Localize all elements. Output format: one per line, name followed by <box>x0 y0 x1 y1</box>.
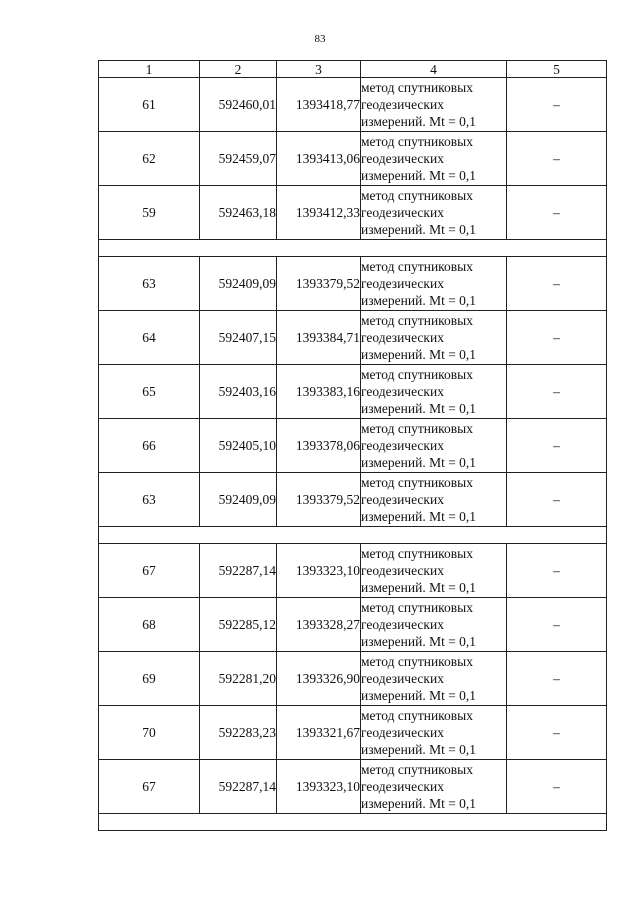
method-line: метод спутниковых <box>361 134 473 149</box>
separator-cell <box>99 527 607 544</box>
point-number-cell: 65 <box>99 365 200 419</box>
note-cell: – <box>507 473 607 527</box>
method-cell <box>361 598 507 652</box>
method-line: измерений. Mt = 0,1 <box>361 401 477 416</box>
method-cell <box>361 760 507 814</box>
method-line: измерений. Mt = 0,1 <box>361 742 477 757</box>
group-separator-row <box>99 240 607 257</box>
method-line: метод спутниковых <box>361 259 473 274</box>
table-row <box>99 544 607 598</box>
x-coordinate-cell: 592463,18 <box>200 186 277 240</box>
table-row <box>99 598 607 652</box>
method-cell <box>361 473 507 527</box>
table-row <box>99 365 607 419</box>
note-cell: – <box>507 257 607 311</box>
method-cell <box>361 186 507 240</box>
method-cell <box>361 419 507 473</box>
note-cell: – <box>507 544 607 598</box>
separator-cell <box>99 240 607 257</box>
point-number-cell: 63 <box>99 473 200 527</box>
point-number-cell: 67 <box>99 760 200 814</box>
note-cell: – <box>507 419 607 473</box>
table-row <box>99 760 607 814</box>
point-number-cell: 59 <box>99 186 200 240</box>
note-cell: – <box>507 365 607 419</box>
note-cell: – <box>507 311 607 365</box>
method-line: измерений. Mt = 0,1 <box>361 634 477 649</box>
table-row <box>99 652 607 706</box>
method-line: метод спутниковых <box>361 762 473 777</box>
group-separator-row <box>99 527 607 544</box>
y-coordinate-cell: 1393328,27 <box>277 598 361 652</box>
method-line: геодезических <box>361 97 444 112</box>
table-row <box>99 132 607 186</box>
point-number-cell: 68 <box>99 598 200 652</box>
x-coordinate-cell: 592287,14 <box>200 544 277 598</box>
method-line: геодезических <box>361 438 444 453</box>
y-coordinate-cell: 1393326,90 <box>277 652 361 706</box>
header-col-4: 4 <box>361 61 507 78</box>
table-row <box>99 419 607 473</box>
group-separator-row <box>99 814 607 831</box>
point-number-cell: 69 <box>99 652 200 706</box>
method-line: метод спутниковых <box>361 546 473 561</box>
point-number-cell: 67 <box>99 544 200 598</box>
table-row <box>99 78 607 132</box>
method-line: геодезических <box>361 617 444 632</box>
x-coordinate-cell: 592285,12 <box>200 598 277 652</box>
x-coordinate-cell: 592460,01 <box>200 78 277 132</box>
x-coordinate-cell: 592283,23 <box>200 706 277 760</box>
method-line: измерений. Mt = 0,1 <box>361 347 477 362</box>
method-line: измерений. Mt = 0,1 <box>361 580 477 595</box>
method-cell <box>361 652 507 706</box>
header-col-5: 5 <box>507 61 607 78</box>
method-line: геодезических <box>361 151 444 166</box>
x-coordinate-cell: 592409,09 <box>200 473 277 527</box>
header-col-2: 2 <box>200 61 277 78</box>
page-number: 83 <box>314 33 326 45</box>
method-line: измерений. Mt = 0,1 <box>361 688 477 703</box>
method-line: геодезических <box>361 276 444 291</box>
table-row <box>99 473 607 527</box>
point-number-cell: 63 <box>99 257 200 311</box>
note-cell: – <box>507 652 607 706</box>
point-number-cell: 70 <box>99 706 200 760</box>
y-coordinate-cell: 1393378,06 <box>277 419 361 473</box>
point-number-cell: 64 <box>99 311 200 365</box>
method-line: измерений. Mt = 0,1 <box>361 222 477 237</box>
point-number-cell: 62 <box>99 132 200 186</box>
method-cell <box>361 132 507 186</box>
method-line: геодезических <box>361 384 444 399</box>
method-line: метод спутниковых <box>361 188 473 203</box>
note-cell: – <box>507 760 607 814</box>
x-coordinate-cell: 592405,10 <box>200 419 277 473</box>
y-coordinate-cell: 1393383,16 <box>277 365 361 419</box>
y-coordinate-cell: 1393323,10 <box>277 544 361 598</box>
method-cell <box>361 311 507 365</box>
coordinates-table <box>98 60 607 831</box>
method-line: геодезических <box>361 492 444 507</box>
method-line: измерений. Mt = 0,1 <box>361 168 477 183</box>
table-row <box>99 706 607 760</box>
note-cell: – <box>507 706 607 760</box>
y-coordinate-cell: 1393379,52 <box>277 473 361 527</box>
note-cell: – <box>507 132 607 186</box>
method-cell <box>361 78 507 132</box>
table-row <box>99 311 607 365</box>
table-row <box>99 257 607 311</box>
method-line: геодезических <box>361 671 444 686</box>
header-col-1: 1 <box>99 61 200 78</box>
method-line: метод спутниковых <box>361 80 473 95</box>
method-line: измерений. Mt = 0,1 <box>361 509 477 524</box>
method-cell <box>361 544 507 598</box>
x-coordinate-cell: 592409,09 <box>200 257 277 311</box>
y-coordinate-cell: 1393412,33 <box>277 186 361 240</box>
method-cell <box>361 706 507 760</box>
header-col-3: 3 <box>277 61 361 78</box>
method-line: измерений. Mt = 0,1 <box>361 796 477 811</box>
note-cell: – <box>507 186 607 240</box>
method-line: геодезических <box>361 330 444 345</box>
point-number-cell: 66 <box>99 419 200 473</box>
y-coordinate-cell: 1393321,67 <box>277 706 361 760</box>
method-line: измерений. Mt = 0,1 <box>361 455 477 470</box>
method-line: измерений. Mt = 0,1 <box>361 293 477 308</box>
method-line: геодезических <box>361 779 444 794</box>
table-body <box>99 78 607 831</box>
method-line: метод спутниковых <box>361 367 473 382</box>
x-coordinate-cell: 592407,15 <box>200 311 277 365</box>
table-row <box>99 186 607 240</box>
y-coordinate-cell: 1393379,52 <box>277 257 361 311</box>
x-coordinate-cell: 592287,14 <box>200 760 277 814</box>
table-header-row <box>99 61 607 78</box>
method-line: метод спутниковых <box>361 654 473 669</box>
y-coordinate-cell: 1393323,10 <box>277 760 361 814</box>
y-coordinate-cell: 1393418,77 <box>277 78 361 132</box>
method-line: геодезических <box>361 205 444 220</box>
separator-cell <box>99 814 607 831</box>
method-line: метод спутниковых <box>361 708 473 723</box>
note-cell: – <box>507 598 607 652</box>
method-line: измерений. Mt = 0,1 <box>361 114 477 129</box>
x-coordinate-cell: 592403,16 <box>200 365 277 419</box>
note-cell: – <box>507 78 607 132</box>
y-coordinate-cell: 1393384,71 <box>277 311 361 365</box>
point-number-cell: 61 <box>99 78 200 132</box>
method-line: геодезических <box>361 725 444 740</box>
method-line: геодезических <box>361 563 444 578</box>
method-line: метод спутниковых <box>361 600 473 615</box>
y-coordinate-cell: 1393413,06 <box>277 132 361 186</box>
x-coordinate-cell: 592459,07 <box>200 132 277 186</box>
x-coordinate-cell: 592281,20 <box>200 652 277 706</box>
method-line: метод спутниковых <box>361 421 473 436</box>
method-cell <box>361 257 507 311</box>
method-cell <box>361 365 507 419</box>
method-line: метод спутниковых <box>361 475 473 490</box>
method-line: метод спутниковых <box>361 313 473 328</box>
